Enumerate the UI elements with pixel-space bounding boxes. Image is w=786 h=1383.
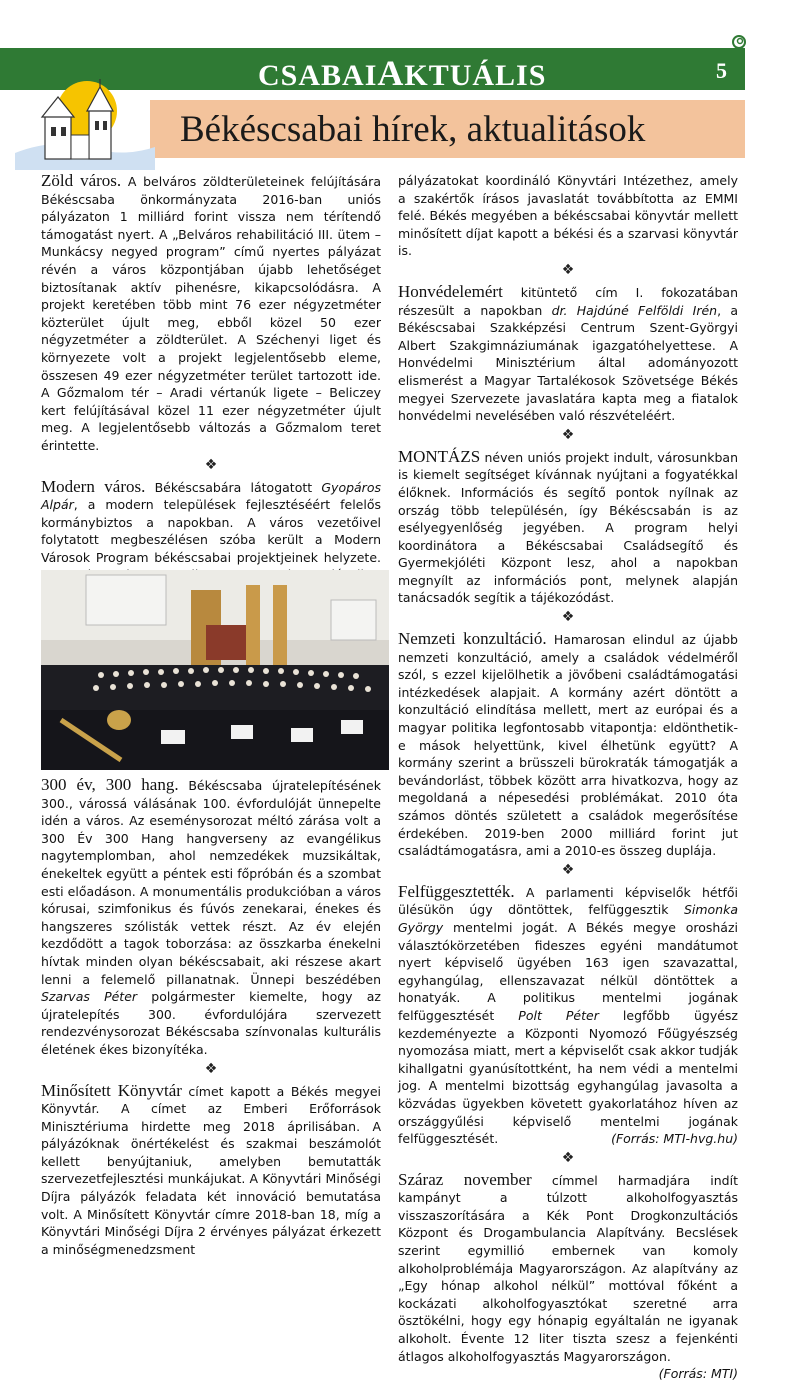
title-big-letter: A <box>377 53 405 93</box>
article-modern-varos: Modern város. Békéscsabára látogatott Gyopáros Alpár, a modern települések fejlesztéséért felelős kormánybiztos a napokban. A város vezetőivel folytatott megbeszélésen szóba került a Modern Városok Program békéscsabai projektjeinek helyzete. <box>41 476 381 565</box>
article-minositett-konyvtar: Minősített Könyvtár címet kapott a Békés megyei Könyvtár. A címet az Emberi Erőforrások Minisztériuma hirdette meg 2018 áprilisában. A pályázóknak önértékelést és szakmai beszámolót kellett benyújtaniuk, amelyben bemutatták szervezetfejlesztési munkájukat. A Könyvtári Minőségi Díjra pályázók feladata két innováció bemutatása volt. A Minősített Könyvtár címre 2018-ban 18, míg a Könyvtári Minőségi Díjra 2 érvényes pályázat érkezett a minőségmenedzsment <box>41 1080 381 1257</box>
left-column-lower <box>41 776 381 1258</box>
separator-ornament: ❖ <box>204 456 218 473</box>
separator-ornament: ❖ <box>204 1060 218 1077</box>
article-honvedelemert: Honvédelemért kitüntető cím I. fokozatában részesült a napokban dr. Hajdúné Felföldi Irén, a Békéscsabai Szakképzési Centrum Szent-Györgyi Albert Szakgimnáziumának igazgatóhelyettese. A Honvédelmi Minisztérium által adományozott elismerést a Magyar Tartalékosok Szövetsége Békés megyei Szervezete javaslatára kapta meg a fiatalok honvédelmi nevelésében való részvételéért. <box>398 281 738 424</box>
article-montazs: MONTÁZS néven uniós projekt indult, városunkban is kiemelt segítséget kívánnak nyújtani a fogyatékkal élőknek. Információs és segítő pontok nyílnak az ország több településén, így Békéscsabán is az esélyegyenlőség jegyében. A program helyi koordinátora a Békéscsabai Családsegítő és Gyermekjóléti Központ lesz, ahol a napokban megnyílt az információs pont, melynek alapján tanácsadók segítik a tájékozódást. <box>398 446 738 606</box>
source-note: (Forrás: MTI-hvg.hu) <box>611 1131 738 1147</box>
swirl-icon <box>731 34 747 50</box>
source-note: (Forrás: MTI) <box>658 1366 738 1382</box>
separator-ornament: ❖ <box>561 861 575 878</box>
section-title: Békéscsabai hírek, aktualitások <box>180 109 646 150</box>
article-nemzeti-konzultacio: Nemzeti konzultáció. Hamarosan elindul az újabb nemzeti konzultáció, amely a családok védelméről szól, s ezzel kijelölhetik a jövőbeni családtámogatási intézkedések alapjait. A kormány azért döntött a konzultáció elindítása mellett, mert az európai és a magyar politika legfontosabb vitapontja: eldönthetik-e mások helyettünk, kivel élhetünk együtt? A kormány szerint a brüsszeli bürokraták támogatják a bevándorlást, többek között arra hivatkozva, hogy az megoldaná a népesedési problémákat. 2010 óta számos döntés született a családok megerősítése érdekében. 2019-ben 2000 milliárd forint jut családtámogatásra, ami a 2010-es összeg duplája. <box>398 629 738 859</box>
article-szaraz-november: Száraz november címmel harmadjára indít kampányt a túlzott alkoholfogyasztás visszaszorítására a Kék Pont Drogkonzultációs Központ és Drogambulancia Alapítvány. Becslések szerint egymillió embernek van komoly alkoholproblémája Magyarországon. Az alapítvány az „Egy hónap alkohol nélkül” mottóval főként a kockázati alkoholfogyasztókat szeretné arra ösztökélni, hogy egy hónapig egyáltalán ne igyanak alkoholt. Évente 12 liter tiszta szesz a fejenkénti átlagos alkoholfogyasztás Magyarországon. (Forrás: MTI) <box>398 1169 738 1382</box>
article-felfuggesztettek: Felfüggesztették. A parlamenti képviselők hétfői ülésükön úgy döntöttek, felfüggesztik Simonka György mentelmi jogát. A Békés megye orosházi választókörzetében fideszes egyéni mandátumot nyert képviselő ügyében 163 igen szavazattal, egyhangúlag, ellenszavazat nélkül döntöttek a honatyák. A politikus mentelmi jogának felfüggesztését Polt Péter legfőbb ügyész kezdeményezte a Központi Nyomozó Főügyészség nyomozása miatt, mert a képviselőt csak akkor tudják kihallgatni gyanúsítottként, ha nem védi a mentelmi jog. A mentelmi bizottság egyhangúlag javasolta a közvádas ügyekben követett gyakorlatához híven az országgyűlési képviselő mentelmi jogának felfüggesztését. (Forrás: MTI-hvg.hu) <box>398 881 738 1147</box>
magazine-title <box>258 52 558 94</box>
article-300-ev: 300 év, 300 hang. Békéscsaba újratelepítésének 300., várossá válásának 100. évfordulóját ünnepelte idén a város. Az eseménysorozat méltó zárása volt a 300 Év 300 Hang hangverseny az evangélikus nagytemplomban, ahol nemzedékek muzsikáltak, énekeltek együtt a péntek esti főpróbán és a szombat esti előadáson. A monumentális produkcióban a város kórusai, szimfonikus és fúvós zenekarai, énekes és hangszeres szólisták vettek részt. Az év elején kezdődött a tagok toborzása: az összkarba énekelni hívtak minden olyan békéscsabait, aki részese akart lenni a felemelő pillanatnak. Ünnepi beszédében Szarvas Péter polgármester kiemelte, hogy az újratelepítés 300. évfordulójára szervezett rendezvénysorozat Békéscsaba színvonalas kulturális életének ékes bizonyítéka. <box>41 775 381 1057</box>
right-column <box>398 172 738 1383</box>
article-zold-varos: Zöld város. A belváros zöldterületeinek felújítására Békéscsaba önkormányzata 2016-ban uniós pályázaton 1 milliárd forint vissza nem térítendő támogatást nyert. A „Belváros rehabilitáció III. ütem – Munkácsy negyed program” című nyertes pályázat révén a város központjában újabb lehetőséget biztosítanak aktív pihenésre, kikapcsolódásra. A projekt keretében több mint 76 ezer négyzetméter közterület újult meg, ebből közel 50 ezer négyzetméter a zöldterület. A Széchenyi liget és környezete volt a projekt legjelentősebb eleme, összesen 49 ezer négyzetméter terület tartozott ide. A Gőzmalom tér – Aradi vértanúk ligete – Beliczey kert felújításával közel 11 ezer négyzetméter újult meg. A legjelentősebb változás a Gőzmalom teret érintette. <box>41 171 381 453</box>
separator-ornament: ❖ <box>561 609 575 626</box>
concert-photo <box>41 570 389 770</box>
article-minositett-konyvtar-cont: pályázatokat koordináló Könyvtári Intézethez, amely a szakértők írásos javaslatát továbbította az EMMI felé. Békés megyében a békéscsabai könyvtár mellett minősített díjat kapott a békési és a szarvasi könyvtár is. <box>398 173 738 259</box>
title-prefix: CSABAI <box>258 59 378 92</box>
separator-ornament: ❖ <box>561 426 575 443</box>
title-rest: KTUÁLIS <box>404 59 547 92</box>
page-number: 5 <box>716 58 727 83</box>
church-sun-logo <box>15 75 155 170</box>
separator-ornament: ❖ <box>561 261 575 278</box>
separator-ornament: ❖ <box>561 1149 575 1166</box>
